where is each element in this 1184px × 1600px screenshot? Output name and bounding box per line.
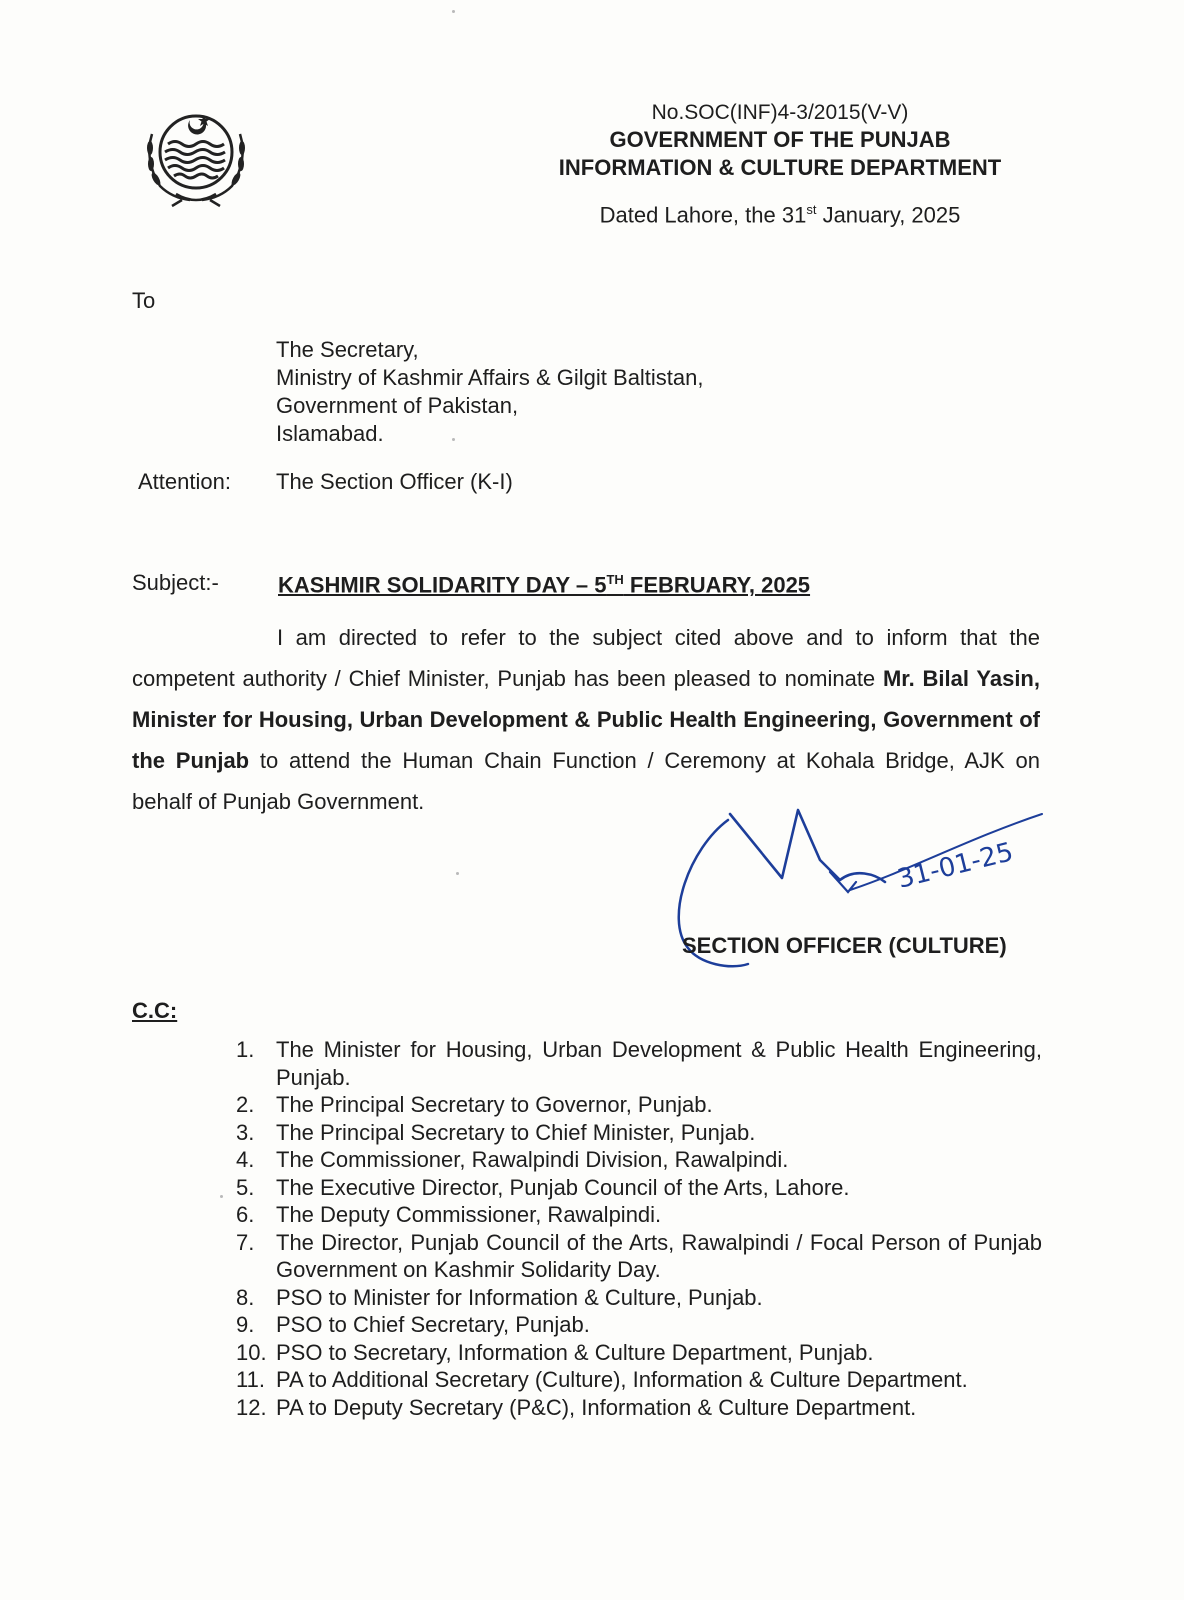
government-name: GOVERNMENT OF THE PUNJAB xyxy=(609,127,951,152)
reference-number: No.SOC(INF)4-3/2015(V-V) xyxy=(651,101,909,124)
cc-item-text: The Principal Secretary to Chief Minister, Punjab. xyxy=(276,1119,756,1145)
body-text-outro: to attend the Human Chain Function / Ceremony at Kohala Bridge, AJK on behalf of Punjab Government. xyxy=(132,748,1040,814)
scan-speck xyxy=(452,438,455,441)
cc-item-text: The Commissioner, Rawalpindi Division, Rawalpindi. xyxy=(276,1147,789,1172)
cc-item-text: PA to Deputy Secretary (P&C), Information & Culture Department. xyxy=(276,1394,917,1420)
cc-item-number: 2. xyxy=(236,1092,255,1117)
cc-item xyxy=(236,1119,1042,1147)
cc-item xyxy=(236,1091,1042,1119)
cc-item-number: 3. xyxy=(236,1119,255,1145)
cc-item-text: PSO to Chief Secretary, Punjab. xyxy=(276,1312,590,1337)
cc-item xyxy=(236,1366,1042,1394)
cc-item-number: 12. xyxy=(236,1394,267,1420)
cc-item-number: 9. xyxy=(236,1312,255,1337)
cc-item xyxy=(236,1036,1042,1091)
letter-date: Dated Lahore, the 31st January, 2025 xyxy=(599,202,961,228)
cc-item xyxy=(236,1174,1042,1202)
cc-item xyxy=(236,1146,1042,1174)
to-label: To xyxy=(132,288,156,313)
subject-label: Subject:- xyxy=(132,570,219,595)
cc-item-number: 5. xyxy=(236,1174,255,1200)
address-line: Government of Pakistan, xyxy=(276,393,519,418)
cc-item xyxy=(236,1311,1042,1339)
cc-label: C.C: xyxy=(132,998,178,1023)
handwritten-signature xyxy=(670,808,1050,998)
cc-item xyxy=(236,1339,1042,1367)
scan-speck xyxy=(220,1195,223,1198)
signature-date: 31-01-25 xyxy=(894,837,1017,895)
cc-item-text: PA to Additional Secretary (Culture), Information & Culture Department. xyxy=(276,1367,968,1392)
scan-speck xyxy=(452,10,455,13)
cc-item-text: The Executive Director, Punjab Council of the Arts, Lahore. xyxy=(276,1174,850,1200)
punjab-emblem-logo xyxy=(138,104,258,214)
nominee-details: Mr. Bilal Yasin, Minister for Housing, Urban Development & Public Health Engineering, Government of the Punjab xyxy=(132,666,1040,773)
cc-item-text: The Director, Punjab Council of the Arts, Rawalpindi / Focal Person of Punjab Government on Kashmir Solidarity Day. xyxy=(276,1229,1042,1282)
signatory-title: SECTION OFFICER (CULTURE) xyxy=(682,933,1007,958)
attention-label: Attention: xyxy=(138,469,231,494)
address-line: Islamabad. xyxy=(276,421,384,446)
letter-header xyxy=(520,100,1040,229)
cc-item-number: 11. xyxy=(236,1367,265,1392)
address-line: Ministry of Kashmir Affairs & Gilgit Baltistan, xyxy=(276,365,704,390)
cc-item xyxy=(236,1394,1042,1422)
cc-item-number: 6. xyxy=(236,1202,255,1227)
cc-item-number: 7. xyxy=(236,1229,255,1255)
cc-item-text: The Principal Secretary to Governor, Punjab. xyxy=(276,1092,713,1117)
subject-title: KASHMIR SOLIDARITY DAY – 5TH FEBRUARY, 2025 xyxy=(278,572,811,598)
cc-item xyxy=(236,1229,1042,1284)
cc-item-number: 8. xyxy=(236,1284,255,1310)
cc-item-number: 1. xyxy=(236,1037,255,1062)
cc-item-text: The Deputy Commissioner, Rawalpindi. xyxy=(276,1202,662,1227)
body-paragraph xyxy=(132,617,1040,822)
address-line: The Secretary, xyxy=(276,337,419,362)
cc-item-text: PSO to Minister for Information & Culture, Punjab. xyxy=(276,1284,763,1310)
cc-item-number: 10. xyxy=(236,1339,267,1365)
cc-item-text: PSO to Secretary, Information & Culture Department, Punjab. xyxy=(276,1339,874,1365)
cc-item-text: The Minister for Housing, Urban Development & Public Health Engineering, Punjab. xyxy=(276,1037,1042,1090)
scan-speck xyxy=(456,872,459,875)
body-text-intro: I am directed to refer to the subject cited above and to inform that the competent authority / Chief Minister, Punjab has been pleased to nominate xyxy=(132,625,1040,691)
recipient-address xyxy=(276,336,704,448)
department-name: INFORMATION & CULTURE DEPARTMENT xyxy=(558,155,1002,180)
attention-value: The Section Officer (K-I) xyxy=(276,469,513,494)
cc-item-number: 4. xyxy=(236,1147,255,1172)
cc-list xyxy=(236,1036,1042,1421)
cc-item xyxy=(236,1284,1042,1312)
cc-item xyxy=(236,1201,1042,1229)
